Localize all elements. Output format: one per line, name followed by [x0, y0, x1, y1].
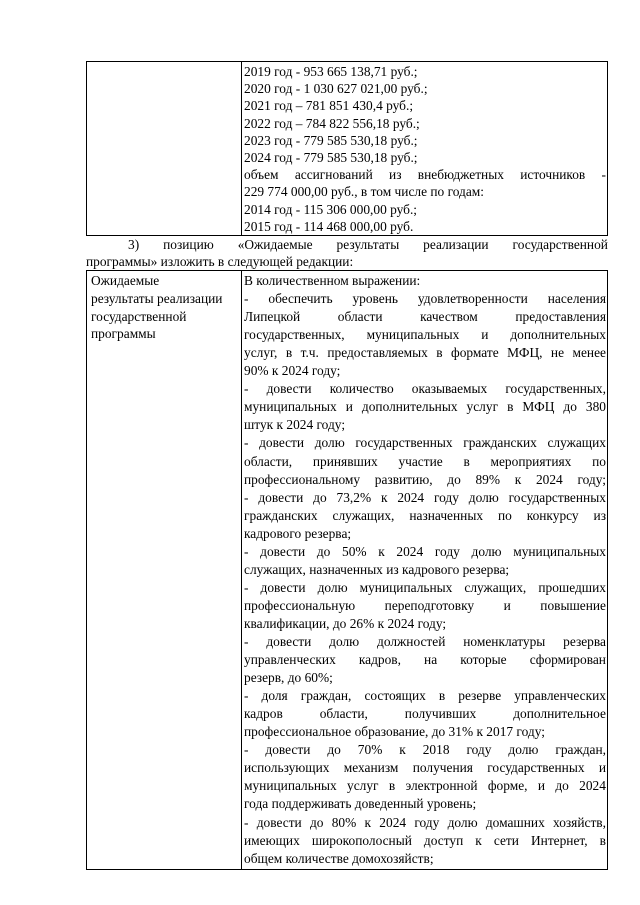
text-line: программы	[91, 326, 156, 342]
text-line: общем количестве домохозяйств;	[244, 850, 434, 866]
text-line: профессиональную переподготовку и повышение	[244, 597, 606, 613]
text-line: - довести до 50% к 2024 году долю муниципальных	[244, 543, 606, 559]
column-divider	[241, 271, 242, 869]
text-line: Липецкой области качеством предоставления	[244, 309, 606, 325]
text-line: - доля граждан, состоящих в резерве управленческих	[244, 688, 606, 704]
text-line: штук к 2024 году;	[244, 417, 346, 433]
text-line: 229 774 000,00 руб., в том числе по годам:	[244, 184, 484, 200]
text-line: имеющих широкополосный доступ к сети Интернет, в	[244, 832, 606, 848]
text-line: 2024 год - 779 585 530,18 руб.;	[244, 150, 418, 165]
text-line: 2023 год - 779 585 530,18 руб.;	[244, 132, 418, 148]
text-line: профессиональное образование, до 31% к 2017 году;	[244, 724, 545, 740]
text-line: - довести количество оказываемых государственных,	[244, 381, 606, 397]
text-line: муниципальных услуг в электронной форме, и до 2024	[244, 778, 606, 794]
text-line: услуг, в т.ч. предоставляемых в формате МФЦ, не менее	[244, 345, 606, 361]
text-line: - довести долю государственных гражданских служащих	[244, 435, 606, 451]
expected-results-table	[86, 270, 608, 870]
paragraph-line-2: программы» изложить в следующей редакции:	[86, 254, 354, 269]
financing-table	[86, 61, 608, 236]
text-line: - довести до 73,2% к 2024 году долю государственных	[244, 489, 606, 505]
column-divider	[241, 62, 242, 235]
text-line: 2020 год - 1 030 627 021,00 руб.;	[244, 81, 428, 97]
text-line: 2014 год - 115 306 000,00 руб.;	[244, 201, 418, 217]
text-line: профессиональному развитию, до 89% к 2024 году;	[244, 471, 606, 487]
text-line: области, принявших участие в мероприятиях по	[244, 453, 606, 469]
text-line: кадров области, получивших дополнительное	[244, 706, 606, 722]
text-line: государственной	[91, 308, 187, 324]
text-line: 2022 год – 784 822 556,18 руб.;	[244, 115, 420, 131]
text-line: государственных, муниципальных и дополнительных	[244, 327, 606, 343]
text-line: 2019 год - 953 665 138,71 руб.;	[244, 64, 418, 79]
text-line: использующих механизм получения государственных и	[244, 760, 606, 776]
text-line: квалификации, до 26% к 2024 году;	[244, 615, 447, 631]
text-line: 90% к 2024 году;	[244, 363, 341, 379]
text-line: - довести до 70% к 2018 году долю граждан,	[244, 742, 606, 758]
text-line: результаты реализации	[91, 290, 223, 306]
text-line: - довести до 80% к 2024 году долю домашних хозяйств,	[244, 814, 606, 830]
text-line: В количественном выражении:	[244, 273, 421, 288]
text-line: гражданских служащих, назначенных по конкурсу из	[244, 507, 606, 523]
text-line: Ожидаемые	[91, 273, 160, 288]
text-line: 2021 год – 781 851 430,4 руб.;	[244, 98, 414, 114]
text-line: служащих, назначенных из кадрового резерва;	[244, 561, 510, 577]
text-line: - довести долю должностей номенклатуры резерва	[244, 634, 606, 649]
text-line: - обеспечить уровень удовлетворенности населения	[244, 291, 606, 307]
text-line: 2015 год - 114 468 000,00 руб.	[244, 218, 414, 234]
text-line: кадрового резерва;	[244, 525, 352, 541]
text-line: года поддерживать доведенный уровень;	[244, 796, 477, 812]
text-line: объем ассигнований из внебюджетных источников -	[244, 167, 606, 183]
text-line: управленческих кадров, на которые сформирован	[244, 652, 606, 668]
text-line: резерв, до 60%;	[244, 670, 333, 686]
paragraph-line-1: 3) позицию «Ожидаемые результаты реализации государственной	[128, 237, 608, 252]
text-line: муниципальных и дополнительных услуг в МФЦ до 380	[244, 399, 606, 415]
text-line: - довести долю муниципальных служащих, прошедших	[244, 579, 606, 595]
